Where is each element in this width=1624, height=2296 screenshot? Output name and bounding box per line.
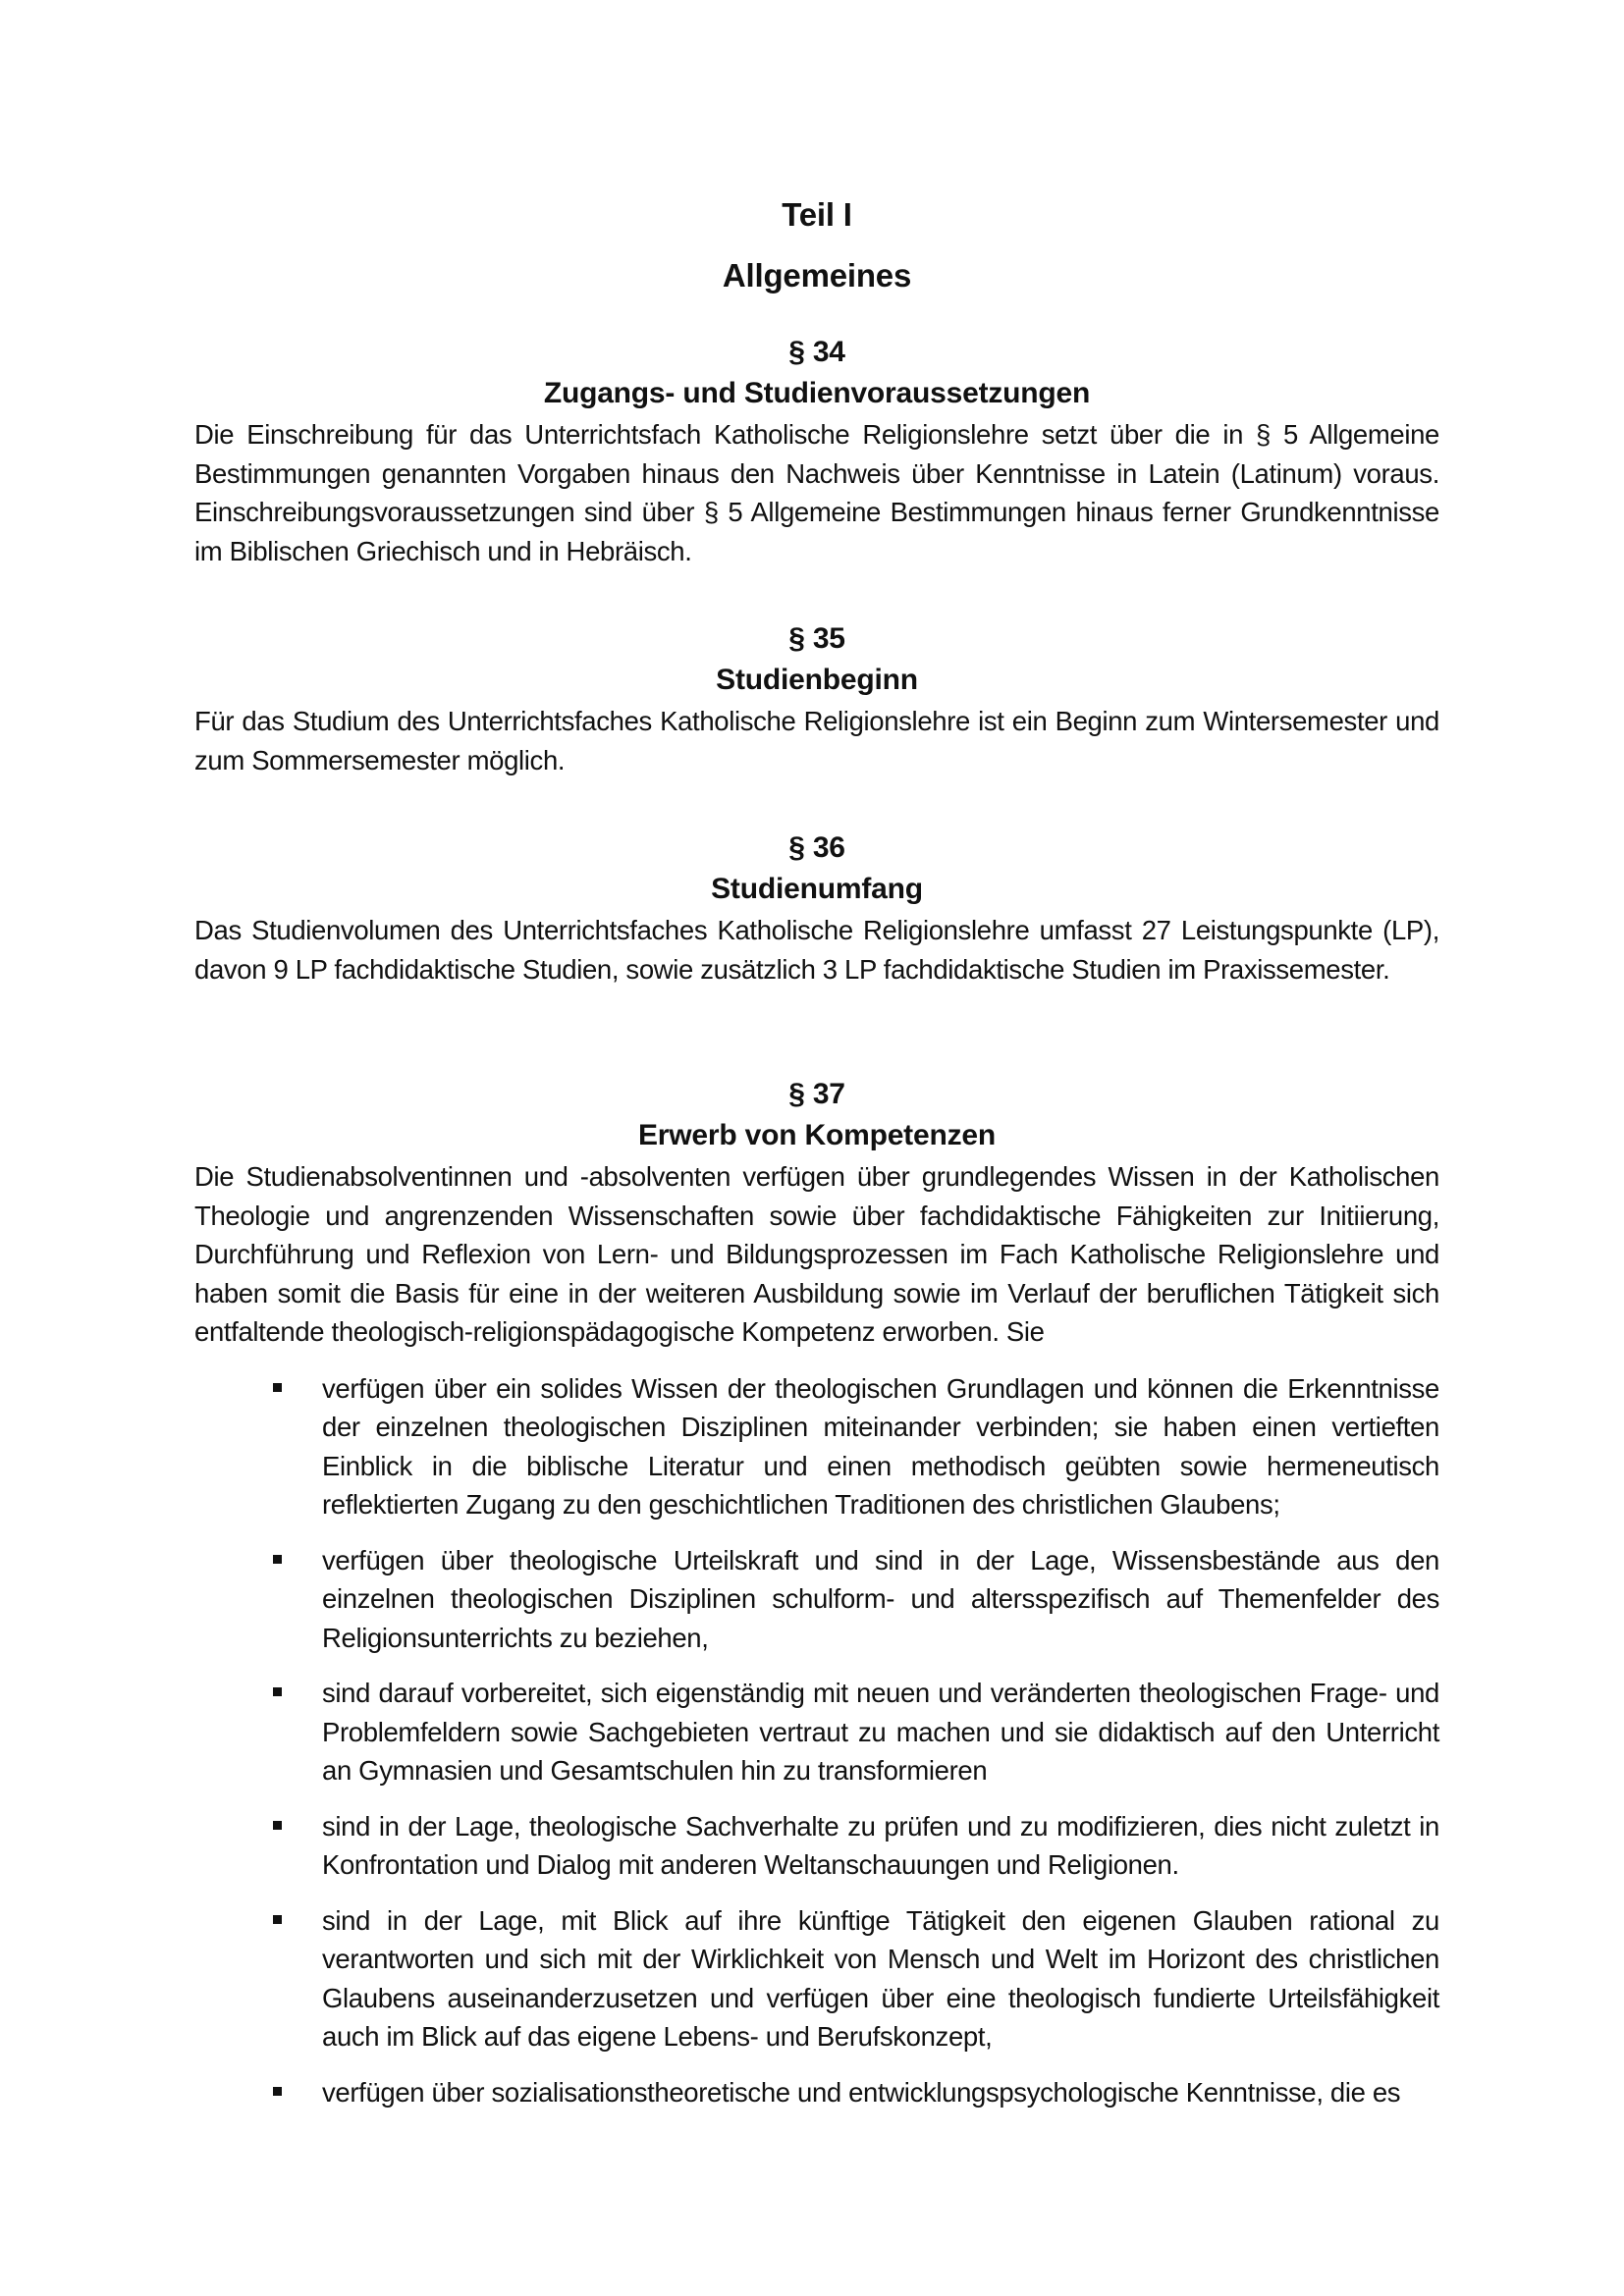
square-bullet-icon: [273, 1821, 282, 1830]
list-item-text: sind darauf vorbereitet, sich eigenständig mit neuen und veränderten theologischen Frage- und Problemfeldern sowie Sachgebieten vertraut zu machen und sie didaktisch auf den Unterricht an Gymnasien und Gesamtschulen hin zu transformieren: [322, 1678, 1439, 1786]
square-bullet-icon: [273, 1383, 282, 1392]
section-36: [194, 828, 1439, 988]
section-34: [194, 332, 1439, 570]
square-bullet-icon: [273, 1687, 282, 1696]
competence-list: [194, 1369, 1439, 2112]
list-item: [194, 2073, 1439, 2112]
section-text: Die Einschreibung für das Unterrichtsfach Katholische Religionslehre setzt über die in § 5 Allgemeine Bestimmungen genannten Vorgaben hinaus den Nachweis über Kenntnisse in Latein (Latinum) voraus. Einschreibungsvoraussetzungen sind über § 5 Allgemeine Bestimmungen hinaus ferner Grundkenntnisse im Biblischen Griechisch und in Hebräisch.: [194, 419, 1439, 566]
section-title: Zugangs- und Studienvoraussetzungen: [543, 377, 1091, 409]
list-item-text: sind in der Lage, mit Blick auf ihre künftige Tätigkeit den eigenen Glauben rational zu verantworten und sich mit der Wirklichkeit von Mensch und Welt im Horizont des christlichen Glaubens auseinanderzusetzen und verfügen über eine theologisch fundierte Urteilsfähigkeit auch im Blick auf das eigene Lebens- und Berufskonzept,: [322, 1904, 1439, 2052]
part-number: Teil I: [782, 196, 852, 233]
list-item: [194, 1674, 1439, 1790]
list-item: [194, 1807, 1439, 1885]
section-title: Erwerb von Kompetenzen: [638, 1119, 996, 1151]
section-text: Für das Studium des Unterrichtsfaches Katholische Religionslehre ist ein Beginn zum Wintersemester und zum Sommersemester möglich.: [194, 706, 1439, 775]
section-title: Studienumfang: [711, 873, 923, 905]
section-number: § 36: [788, 831, 845, 864]
list-item: [194, 1541, 1439, 1658]
list-item: [194, 1901, 1439, 2056]
section-number: § 35: [788, 622, 845, 655]
section-title: Studienbeginn: [716, 664, 918, 696]
section-number: § 37: [788, 1078, 845, 1110]
section-37: [194, 1074, 1439, 2128]
part-title: Allgemeines: [722, 257, 912, 294]
section-number: § 34: [788, 336, 845, 368]
list-item-text: sind in der Lage, theologische Sachverhalte zu prüfen und zu modifizieren, dies nicht zuletzt in Konfrontation und Dialog mit anderen Weltanschauungen und Religionen.: [322, 1810, 1439, 1880]
square-bullet-icon: [273, 1555, 282, 1564]
list-item-text: verfügen über ein solides Wissen der theologischen Grundlagen und können die Erkenntnisse der einzelnen theologischen Disziplinen miteinander verbinden; sie haben einen vertieften Einblick in die biblische Literatur und einen methodisch geübten sowie hermeneutisch reflektierten Zugang zu den geschichtlichen Traditionen des christlichen Glaubens;: [322, 1372, 1439, 1520]
list-item: [194, 1369, 1439, 1524]
square-bullet-icon: [273, 1915, 282, 1924]
list-item-text: verfügen über sozialisationstheoretische und entwicklungspsychologische Kenntnisse, die es: [322, 2076, 1401, 2108]
section-text: Die Studienabsolventinnen und -absolventen verfügen über grundlegendes Wissen in der Katholischen Theologie und angrenzenden Wissenschaften sowie über fachdidaktische Fähigkeiten zur Initiierung, Durchführung und Reflexion von Lern- und Bildungsprozessen im Fach Katholische Religionslehre und haben somit die Basis für eine in der weiteren Ausbildung sowie im Verlauf der beruflichen Tätigkeit sich entfaltende theologisch-religionspädagogische Kompetenz erworben. Sie: [194, 1161, 1439, 1347]
section-text: Das Studienvolumen des Unterrichtsfaches Katholische Religionslehre umfasst 27 Leistungspunkte (LP), davon 9 LP fachdidaktische Studien, sowie zusätzlich 3 LP fachdidaktische Studien im Praxissemester.: [194, 915, 1439, 985]
section-35: [194, 618, 1439, 779]
list-item-text: verfügen über theologische Urteilskraft und sind in der Lage, Wissensbestände aus den einzelnen theologischen Disziplinen schulform- und altersspezifisch auf Themenfelder des Religionsunterrichts zu beziehen,: [322, 1544, 1439, 1653]
square-bullet-icon: [273, 2087, 282, 2096]
